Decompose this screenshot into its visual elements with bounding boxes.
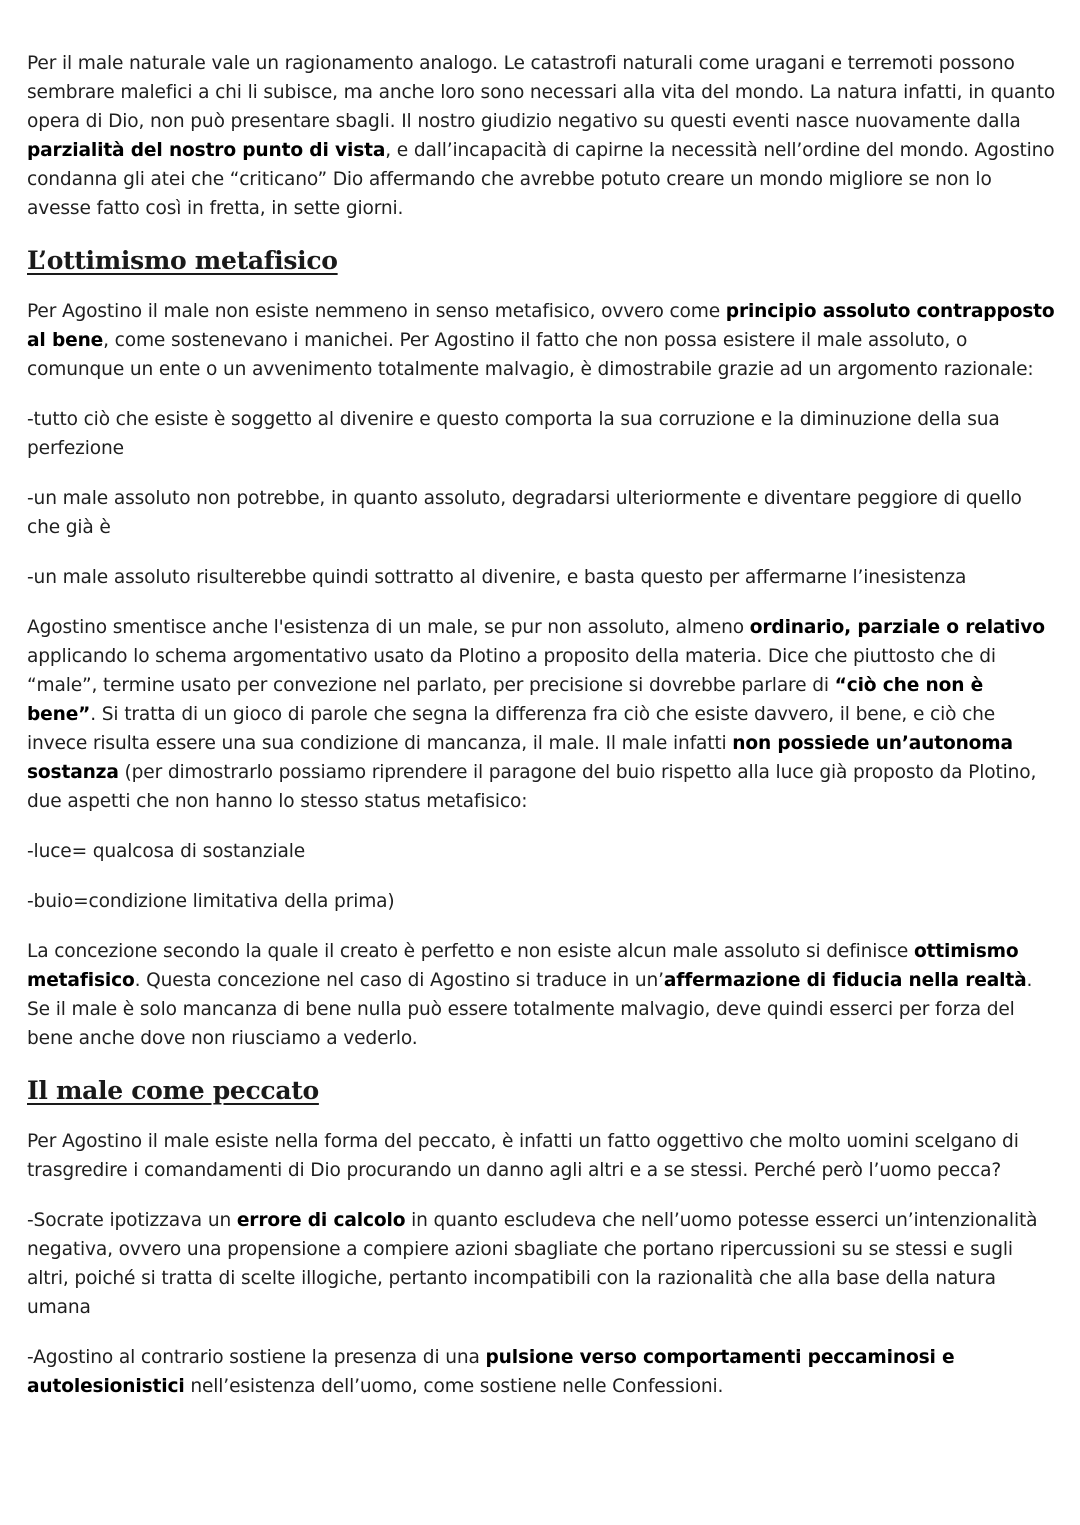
bold-text: pulsione verso comportamenti peccaminosi e autolesionistici xyxy=(27,1347,955,1397)
paragraph-male-metafisico xyxy=(27,297,1057,384)
text-run: Agostino smentisce anche l'esistenza di un male, se pur non assoluto, almeno xyxy=(27,617,750,638)
text-run: applicando lo schema argomentativo usato da Plotino a proposito della materia. Dice che piuttosto che di “male”, termine usato per convezione nel parlato, per precisione si dovrebbe parlare di xyxy=(27,646,996,696)
text-run: Per Agostino il male esiste nella forma del peccato, è infatti un fatto oggettivo che molto uomini scelgano di trasgredire i comandamenti di Dio procurando un danno agli altri e a se stessi. Perché però l’uomo pecca? xyxy=(27,1131,1019,1181)
text-run: -un male assoluto risulterebbe quindi sottratto al divenire, e basta questo per affermarne l’inesistenza xyxy=(27,567,967,588)
list-item-male-assoluto xyxy=(27,484,1057,542)
text-run: -un male assoluto non potrebbe, in quanto assoluto, degradarsi ulteriormente e diventare peggiore di quello che già è xyxy=(27,488,1022,538)
document-page xyxy=(27,49,1057,1422)
text-run: . Si tratta di un gioco di parole che segna la differenza fra ciò che esiste davvero, il bene, e ciò che invece risulta essere una sua condizione di mancanza, il male. Il male infatti xyxy=(27,704,996,754)
paragraph-peccato xyxy=(27,1127,1057,1185)
list-item-inesistenza xyxy=(27,563,1057,592)
heading-male-peccato: Il male come peccato xyxy=(27,1076,319,1105)
text-run: nell’esistenza dell’uomo, come sostiene nelle Confessioni. xyxy=(184,1376,724,1397)
text-run: , come sostenevano i manichei. Per Agostino il fatto che non possa esistere il male assoluto, o comunque un ente o un avvenimento totalmente malvagio, è dimostrabile grazie ad un argomento razionale: xyxy=(27,330,1034,380)
text-run: Per Agostino il male non esiste nemmeno in senso metafisico, ovvero come xyxy=(27,301,726,322)
text-run: -Agostino al contrario sostiene la presenza di una xyxy=(27,1347,486,1368)
text-run: Per il male naturale vale un ragionamento analogo. Le catastrofi naturali come uragani e terremoti possono sembrare malefici a chi li subisce, ma anche loro sono necessari alla vita del mondo. La natura infatti, in quanto opera di Dio, non può presentare sbagli. Il nostro giudizio negativo su questi eventi nasce nuovamente dalla xyxy=(27,53,1056,132)
list-item-divenire xyxy=(27,405,1057,463)
bold-text: ordinario, parziale o relativo xyxy=(749,617,1045,638)
bold-text: parzialità del nostro punto di vista xyxy=(27,140,386,161)
text-run: -luce= qualcosa di sostanziale xyxy=(27,841,306,862)
paragraph-ottimismo xyxy=(27,937,1057,1053)
bold-text: affermazione di fiducia nella realtà xyxy=(663,970,1027,991)
paragraph-male-relativo xyxy=(27,613,1057,816)
text-run: . Se il male è solo mancanza di bene nulla può essere totalmente malvagio, deve quindi esserci per forza del bene anche dove non riusciamo a vederlo. xyxy=(27,970,1033,1049)
list-item-socrate xyxy=(27,1206,1057,1322)
text-run: in quanto escludeva che nell’uomo potesse esserci un’intenzionalità negativa, ovvero una propensione a compiere azioni sbagliate che portano ripercussioni su se stessi e sugli altri, poiché si tratta di scelte illogiche, pertanto incompatibili con la razionalità che alla base della natura umana xyxy=(27,1210,1038,1318)
bold-text: “ciò che non è bene” xyxy=(27,675,984,725)
paragraph-male-naturale xyxy=(27,49,1057,223)
list-item-agostino xyxy=(27,1343,1057,1401)
text-run: . Questa concezione nel caso di Agostino si traduce in un’ xyxy=(134,970,664,991)
text-run: -buio=condizione limitativa della prima) xyxy=(27,891,395,912)
heading-ottimismo-metafisico: L’ottimismo metafisico xyxy=(27,246,338,275)
text-run: La concezione secondo la quale il creato è perfetto e non esiste alcun male assoluto si definisce xyxy=(27,941,914,962)
bold-text: non possiede un’autonoma sostanza xyxy=(27,733,1013,783)
bold-text: errore di calcolo xyxy=(236,1210,406,1231)
text-run: -Socrate ipotizzava un xyxy=(27,1210,237,1231)
text-run: , e dall’incapacità di capirne la necessità nell’ordine del mondo. Agostino condanna gli atei che “criticano” Dio affermando che avrebbe potuto creare un mondo migliore se non lo avesse fatto così in fretta, in sette giorni. xyxy=(27,140,1055,219)
list-item-buio xyxy=(27,887,1057,916)
bold-text: principio assoluto contrapposto al bene xyxy=(27,301,1055,351)
text-run: -tutto ciò che esiste è soggetto al divenire e questo comporta la sua corruzione e la diminuzione della sua perfezione xyxy=(27,409,1000,459)
list-item-luce xyxy=(27,837,1057,866)
text-run: (per dimostrarlo possiamo riprendere il paragone del buio rispetto alla luce già proposto da Plotino, due aspetti che non hanno lo stesso status metafisico: xyxy=(27,762,1037,812)
bold-text: ottimismo metafisico xyxy=(27,941,1019,991)
